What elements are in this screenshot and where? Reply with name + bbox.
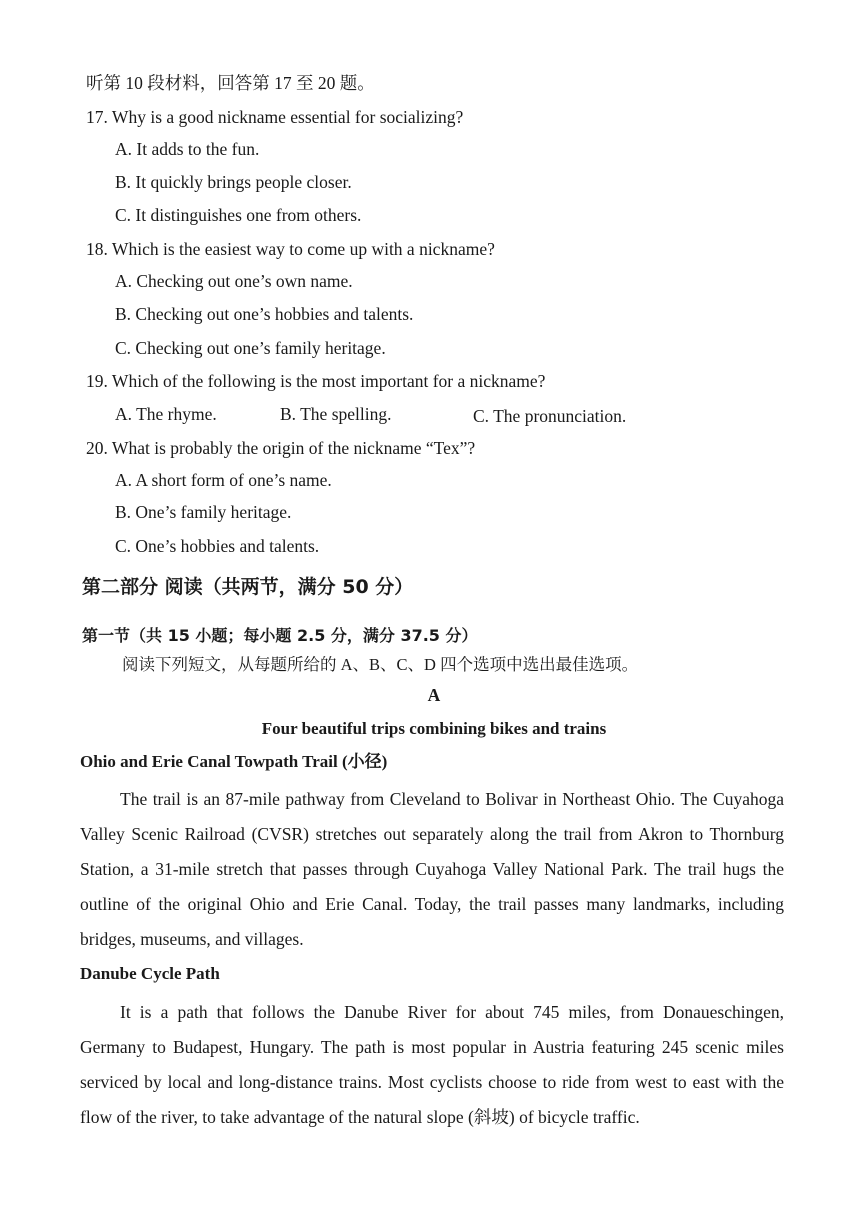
question-18-option-a: A. Checking out one’s own name. [115, 271, 353, 291]
question-19-option-c: C. The pronunciation. [473, 406, 627, 426]
section-body-ohio-trail: The trail is an 87-mile pathway from Cleveland to Bolivar in Northeast Ohio. The Cuyahoga Valley Scenic Railroad (CVSR) stretches out separately along the trail from Akron to Thornburg Station, a 31-mile stretch that passes through Cuyahoga Valley National Park. The trail hugs the outline of the original Ohio and Erie Canal. Today, the trail passes many landmarks, including bridges, museums, and villages. [80, 789, 784, 949]
question-20-option-a: A. A short form of one’s name. [115, 470, 332, 490]
section-heading-danube: Danube Cycle Path [80, 964, 220, 983]
section1-title: 第一节（共 15 小题；每小题 2.5 分，满分 37.5 分） [82, 626, 478, 645]
question-17-option-b: B. It quickly brings people closer. [115, 172, 352, 192]
question-20-stem: 20. What is probably the origin of the nickname “Tex”? [86, 438, 476, 458]
question-17-option-a: A. It adds to the fun. [115, 139, 260, 159]
question-18-option-b: B. Checking out one’s hobbies and talents. [115, 304, 414, 324]
question-19-stem: 19. Which of the following is the most important for a nickname? [86, 371, 546, 391]
question-20-option-c: C. One’s hobbies and talents. [115, 536, 320, 556]
passage-letter: A [427, 685, 441, 705]
passage-title: Four beautiful trips combining bikes and trains [261, 719, 607, 738]
question-17-option-c: C. It distinguishes one from others. [115, 205, 362, 225]
question-18-option-c: C. Checking out one’s family heritage. [115, 338, 386, 358]
question-17-stem: 17. Why is a good nickname essential for socializing? [86, 107, 464, 127]
part2-title: 第二部分 阅读（共两节，满分 50 分） [82, 576, 414, 598]
question-18-stem: 18. Which is the easiest way to come up with a nickname? [86, 239, 495, 259]
question-19-option-a: A. The rhyme. [115, 404, 217, 424]
section-body-danube: It is a path that follows the Danube River for about 745 miles, from Donaueschingen, Germany to Budapest, Hungary. The path is most popular in Austria featuring 245 scenic miles serviced by local and long-distance trains. Most cyclists choose to ride from west to east with the flow of the river, to take advantage of the natural slope (斜坡) of bicycle traffic. [80, 1002, 784, 1127]
reading-instruction: 阅读下列短文，从每题所给的 A、B、C、D 四个选项中选出最佳选项。 [122, 655, 639, 674]
section-heading-ohio-trail: Ohio and Erie Canal Towpath Trail (小径) [80, 752, 388, 771]
question-20-option-b: B. One’s family heritage. [115, 502, 292, 522]
question-19-option-b: B. The spelling. [280, 404, 392, 424]
section10-intro: 听第 10 段材料，回答第 17 至 20 题。 [86, 73, 375, 93]
